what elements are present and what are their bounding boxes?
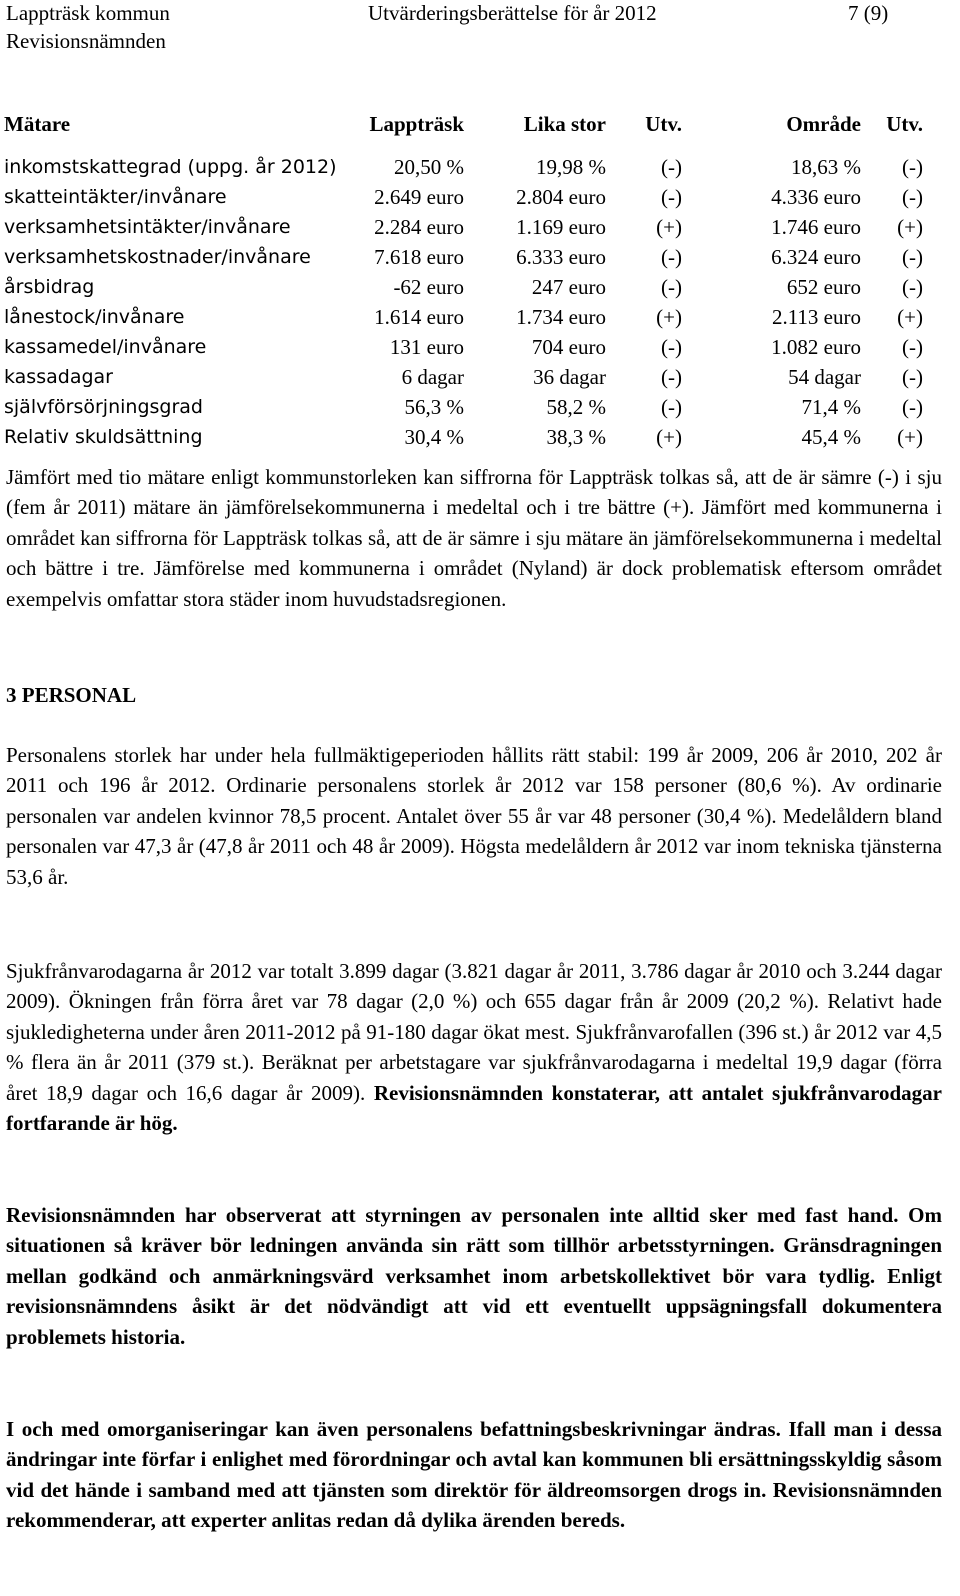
metric-name-cell: verksamhetsintäkter/invånare bbox=[4, 216, 291, 238]
metrics-table bbox=[4, 108, 923, 452]
column-header: Område bbox=[786, 112, 861, 136]
metric-value-cell: 20,50 % bbox=[394, 155, 464, 179]
metric-value-cell: (+) bbox=[897, 305, 923, 329]
metric-value-cell: 71,4 % bbox=[801, 395, 861, 419]
metric-value-cell: 704 euro bbox=[531, 335, 606, 359]
metric-value-cell: (-) bbox=[661, 275, 682, 299]
metric-value-cell: 18,63 % bbox=[791, 155, 861, 179]
metric-value-cell: (-) bbox=[902, 155, 923, 179]
metric-value-cell: 6.324 euro bbox=[771, 245, 861, 269]
metric-name-cell: lånestock/invånare bbox=[4, 306, 185, 328]
metric-value-cell: (-) bbox=[661, 185, 682, 209]
metric-name-cell: Relativ skuldsättning bbox=[4, 426, 203, 448]
metric-name-cell: kassadagar bbox=[4, 366, 113, 388]
metric-name-cell: inkomstskattegrad (uppg. år 2012) bbox=[4, 156, 337, 178]
reorganisation-paragraph: I och med omorganiseringar kan även personalens befattningsbeskrivningar ändras. Ifall man i dessa ändringar inte förfar i enlighet med förordningar och avtal kan kommunen bli ersättningsskyldig såsom vid det hände i samband med att tjänsten som direktör för äldreomsorgen drogs in. Revisionsnämnden rekommenderar, att experter anlitas redan då dylika ärenden bereds. bbox=[6, 1417, 942, 1533]
metric-value-cell: (-) bbox=[661, 365, 682, 389]
metric-value-cell: (-) bbox=[661, 335, 682, 359]
metric-value-cell: 38,3 % bbox=[546, 425, 606, 449]
metric-value-cell: (-) bbox=[661, 155, 682, 179]
sick-leave-text: Sjukfrånvarodagarna år 2012 var totalt 3.899 dagar (3.821 dagar år 2011, 3.786 dagar år 2010 och 3.244 dagar 2009). Ökningen från förra året var 78 dagar (2,0 %) och 655 dagar från år 2009 (20,2 %). Relativt hade sjukledigheterna under åren 2011-2012 på 91-180 dagar ökat mest. Sjukfrånvarofallen (396 st.) år 2012 var 4,5 % flera än år 2011 (379 st.). Beräknat per arbetstagare var sjukfrånvarodagarna i medeltal 19,9 dagar (förra året 18,9 dagar och 16,6 dagar år 2009). bbox=[6, 959, 942, 1105]
document-title: Utvärderingsberättelse för år 2012 bbox=[368, 1, 657, 25]
metric-name-cell: verksamhetskostnader/invånare bbox=[4, 246, 311, 268]
section-heading: 3 PERSONAL bbox=[6, 683, 137, 707]
metric-value-cell: (-) bbox=[902, 275, 923, 299]
department-name: Revisionsnämnden bbox=[6, 29, 166, 53]
metric-value-cell: (-) bbox=[902, 245, 923, 269]
metric-value-cell: 652 euro bbox=[786, 275, 861, 299]
metric-value-cell: (-) bbox=[902, 335, 923, 359]
metric-value-cell: 56,3 % bbox=[404, 395, 464, 419]
metric-value-cell: (-) bbox=[902, 365, 923, 389]
metric-value-cell: (+) bbox=[656, 425, 682, 449]
metric-value-cell: 2.113 euro bbox=[771, 305, 861, 329]
table-row bbox=[4, 392, 923, 422]
metric-value-cell: 2.804 euro bbox=[516, 185, 606, 209]
metric-value-cell: 6 dagar bbox=[401, 365, 464, 389]
metric-value-cell: 30,4 % bbox=[404, 425, 464, 449]
metric-value-cell: 19,98 % bbox=[536, 155, 606, 179]
metric-value-cell: (-) bbox=[902, 395, 923, 419]
metric-value-cell: 36 dagar bbox=[533, 365, 606, 389]
column-header: Mätare bbox=[4, 112, 71, 136]
metric-value-cell: 1.746 euro bbox=[771, 215, 861, 239]
column-header: Utv. bbox=[886, 112, 923, 136]
management-paragraph: Revisionsnämnden har observerat att styrningen av personalen inte alltid sker med fast hand. Om situationen så kräver bör ledningen använda sin rätt som tillhör arbetsstyrningen. Gränsdragningen mellan godkänd och anmärkningsvärd verksamhet inom arbetskollektivet bör vara tydlig. Enligt revisionsnämndens åsikt är det nödvändigt att vid ett eventuellt uppsägningsfall dokumentera problemets historia. bbox=[6, 1203, 942, 1349]
metric-name-cell: självförsörjningsgrad bbox=[4, 396, 203, 418]
metric-value-cell: 7.618 euro bbox=[374, 245, 464, 269]
metric-value-cell: (-) bbox=[902, 185, 923, 209]
metric-value-cell: -62 euro bbox=[393, 275, 464, 299]
metric-value-cell: (+) bbox=[656, 305, 682, 329]
metric-value-cell: 58,2 % bbox=[546, 395, 606, 419]
metric-value-cell: (-) bbox=[661, 395, 682, 419]
metric-value-cell: (-) bbox=[661, 245, 682, 269]
table-row bbox=[4, 152, 923, 182]
metric-value-cell: (+) bbox=[897, 215, 923, 239]
metric-value-cell: 131 euro bbox=[389, 335, 464, 359]
metric-value-cell: 54 dagar bbox=[788, 365, 861, 389]
municipality-name: Lappträsk kommun bbox=[6, 1, 170, 25]
metric-value-cell: 45,4 % bbox=[801, 425, 861, 449]
table-row bbox=[4, 272, 923, 302]
table-row bbox=[4, 422, 923, 452]
metric-value-cell: (+) bbox=[656, 215, 682, 239]
table-row bbox=[4, 362, 923, 392]
metric-value-cell: 6.333 euro bbox=[516, 245, 606, 269]
sick-leave-paragraph bbox=[6, 956, 942, 1138]
sick-leave-conclusion: Revisionsnämnden konstaterar, att antalet sjukfrånvarodagar fortfarande är hög. bbox=[6, 1080, 943, 1136]
metric-value-cell: 4.336 euro bbox=[771, 185, 861, 209]
metric-value-cell: 1.734 euro bbox=[516, 305, 606, 329]
table-header-row bbox=[4, 108, 923, 140]
metric-value-cell: 2.284 euro bbox=[374, 215, 464, 239]
table-row bbox=[4, 332, 923, 362]
metric-value-cell: 2.649 euro bbox=[374, 185, 464, 209]
table-row bbox=[4, 302, 923, 332]
personnel-paragraph: Personalens storlek har under hela fullmäktigeperioden hållits rätt stabil: 199 år 2009, 206 år 2010, 202 år 2011 och 196 år 2012. Ordinarie personalens storlek år 2012 var 158 personer (80,6 %). Av ordinarie personalen var andelen kvinnor 78,5 procent. Antalet över 55 år var 48 personer (30,4 %). Medelåldern bland personalen var 47,3 år (47,8 år 2011 och 48 år 2009). Högsta medelåldern år 2012 var inom tekniska tjänsterna 53,6 år. bbox=[6, 743, 942, 889]
table-row bbox=[4, 242, 923, 272]
metric-value-cell: (+) bbox=[897, 425, 923, 449]
metric-value-cell: 1.614 euro bbox=[374, 305, 464, 329]
page-number: 7 (9) bbox=[848, 1, 889, 25]
column-header: Utv. bbox=[645, 112, 682, 136]
metric-value-cell: 1.169 euro bbox=[516, 215, 606, 239]
metric-name-cell: kassamedel/invånare bbox=[4, 336, 207, 358]
metric-name-cell: skatteintäkter/invånare bbox=[4, 186, 227, 208]
comparison-paragraph: Jämfört med tio mätare enligt kommunstorleken kan siffrorna för Lappträsk tolkas så, att de är sämre (-) i sju (fem år 2011) mätare än jämförelsekommunerna i medeltal och i tre bättre (+). Jämfört med kommunerna i området kan siffrorna för Lappträsk tolkas så, att de är sämre i sju mätare än jämförelsekommunerna i medeltal och bättre i tre. Jämförelse med kommunerna i området (Nyland) är dock problematisk eftersom området exempelvis omfattar stora städer inom huvudstadsregionen. bbox=[6, 465, 942, 611]
column-header: Lika stor bbox=[523, 112, 606, 136]
metric-value-cell: 247 euro bbox=[531, 275, 606, 299]
metric-value-cell: 1.082 euro bbox=[771, 335, 861, 359]
table-row bbox=[4, 212, 923, 242]
column-header: Lappträsk bbox=[369, 112, 464, 136]
metric-name-cell: årsbidrag bbox=[4, 276, 95, 298]
table-row bbox=[4, 182, 923, 212]
